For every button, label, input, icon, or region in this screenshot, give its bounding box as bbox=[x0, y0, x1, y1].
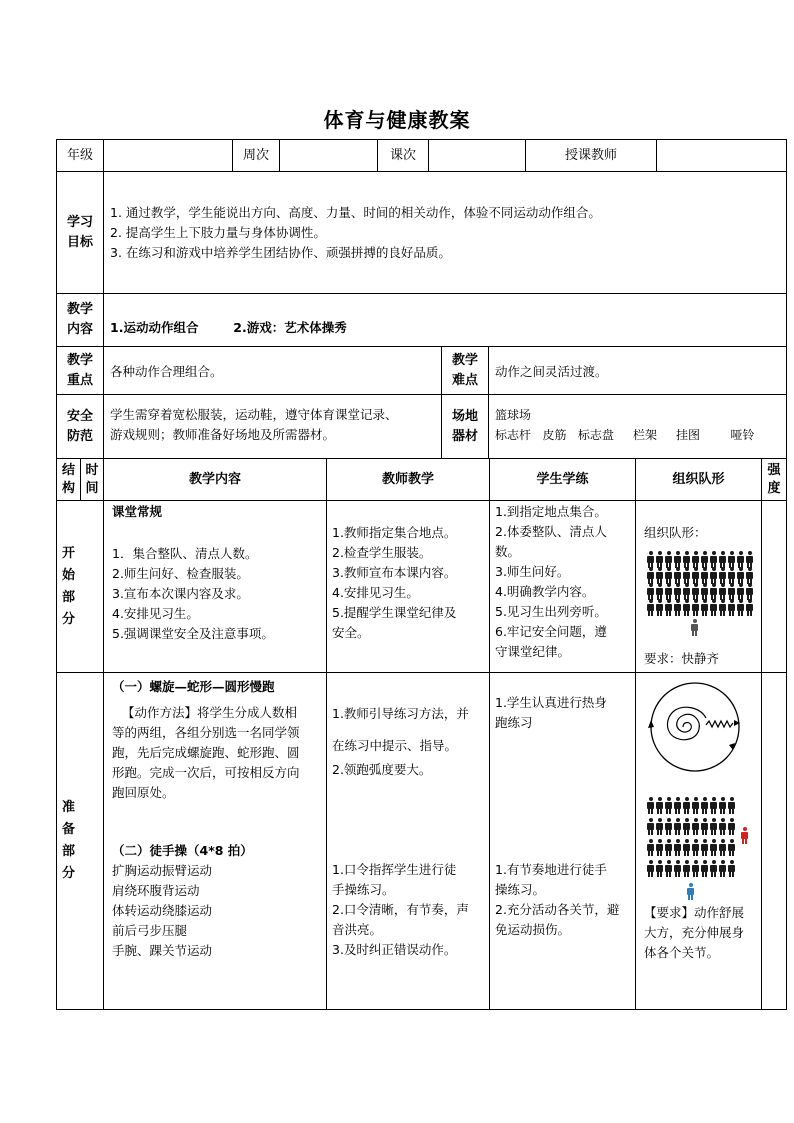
student-figure-icon bbox=[683, 839, 690, 856]
objective-item: 3. 在练习和游戏中培养学生团结协作、顽强拼搏的良好品质。 bbox=[110, 244, 451, 260]
student-figure-icon bbox=[728, 839, 735, 856]
prep-content: （一）螺旋—蛇形—圆形慢跑 【动作方法】将学生分成人数相 等的两组，各组分别选一名同学领 跑，先后完成螺旋跑、蛇形跑、圆 形跑。完成一次后，可按相反方向 跑回原处。 （二）徒手操（4*8 拍） 扩胸运动振臂运动 肩绕环腹背运动 体转运动绕膝运动 前后弓步压腿 手腕、踝关节运动 bbox=[112, 677, 324, 961]
student-figure-icon bbox=[728, 551, 735, 568]
student-figure-icon bbox=[728, 818, 735, 835]
student-figure-icon bbox=[656, 818, 663, 835]
student-figure-icon bbox=[719, 599, 726, 616]
prep-student-part2: 1.有节奏地进行徒手 操练习。 2.充分活动各关节，避 免运动损伤。 bbox=[495, 862, 620, 937]
grade-value[interactable] bbox=[104, 140, 232, 171]
student-figure-icon bbox=[701, 860, 708, 877]
student-figure-icon bbox=[647, 797, 654, 814]
teacher-value[interactable] bbox=[657, 140, 786, 171]
column-organization: 组织队形 bbox=[672, 471, 725, 487]
student-figure-icon bbox=[719, 839, 726, 856]
student-figure-icon bbox=[656, 839, 663, 856]
start-content: 课堂常规 1．集合整队、清点人数。 2.师生问好、检查服装。 3.宣布本次课内容及求。 4.安排见习生。 5.强调课堂安全及注意事项。 bbox=[112, 502, 322, 644]
student-figure-icon bbox=[683, 599, 690, 616]
student-figure-icon bbox=[692, 818, 699, 835]
arrow-icon bbox=[648, 720, 654, 728]
student-figure-icon bbox=[683, 860, 690, 877]
student-figure-icon bbox=[728, 860, 735, 877]
student-figure-icon bbox=[719, 818, 726, 835]
content-label: 教学 内容 bbox=[66, 302, 93, 337]
objective-item: 1. 通过教学，学生能说出方向、高度、力量、时间的相关动作，体验不同运动动作组合。 bbox=[110, 204, 601, 220]
week-label: 周次 bbox=[242, 147, 269, 163]
student-figure-icon bbox=[674, 599, 681, 616]
student-figure-icon bbox=[674, 839, 681, 856]
student-figure-icon bbox=[683, 567, 690, 584]
student-figure-icon bbox=[665, 818, 672, 835]
student-figure-icon bbox=[656, 860, 663, 877]
lesson-label: 课次 bbox=[389, 147, 416, 163]
student-figure-icon bbox=[701, 818, 708, 835]
student-figure-icon bbox=[647, 599, 654, 616]
student-figure-icon bbox=[656, 599, 663, 616]
student-figure-icon bbox=[737, 599, 744, 616]
student-figure-icon bbox=[665, 567, 672, 584]
start-student: 1.到指定地点集合。 2.体委整队、清点人 数。 3.师生问好。 4.明确教学内容。 5.见习生出列旁听。 6.牢记安全问题，遵 守课堂纪律。 bbox=[495, 504, 607, 659]
column-time: 时 间 bbox=[85, 462, 99, 496]
student-figure-icon bbox=[728, 797, 735, 814]
student-figure-icon bbox=[701, 599, 708, 616]
column-student: 学生学练 bbox=[536, 471, 589, 487]
student-figure-icon bbox=[674, 551, 681, 568]
content-text: 1.运动动作组合 2.游戏：艺术体操秀 bbox=[110, 320, 347, 335]
student-figure-icon bbox=[692, 567, 699, 584]
start-content-title: 课堂常规 bbox=[112, 504, 163, 519]
student-figure-icon bbox=[665, 551, 672, 568]
student-figure-icon bbox=[746, 599, 753, 616]
student-figure-icon bbox=[719, 551, 726, 568]
venue-text: 篮球场 标志杆 皮筋 标志盘 栏架 挂图 哑铃 bbox=[495, 408, 755, 442]
circle-run-path bbox=[651, 683, 739, 771]
student-figure-icon bbox=[674, 797, 681, 814]
student-figure-icon bbox=[737, 567, 744, 584]
student-figure-icon bbox=[647, 860, 654, 877]
objectives-label: 学习 目标 bbox=[66, 214, 93, 250]
safety-text: 学生需穿着宽松服装，运动鞋，遵守体育课堂记录、 游戏规则；教师准备好场地及所需器材。 bbox=[110, 407, 398, 442]
student-figure-icon bbox=[656, 797, 663, 814]
start-org-requirement: 要求：快静齐 bbox=[644, 651, 720, 666]
student-figure-icon bbox=[719, 860, 726, 877]
student-figure-icon bbox=[701, 567, 708, 584]
student-figure-icon bbox=[683, 797, 690, 814]
week-value[interactable] bbox=[280, 140, 377, 171]
start-org-title: 组织队形： bbox=[644, 525, 707, 540]
leader-figure-icon bbox=[741, 827, 748, 844]
student-figure-icon bbox=[674, 860, 681, 877]
prep-org-requirement: 【要求】动作舒展 大方，充分伸展身 体各个关节。 bbox=[644, 905, 745, 960]
student-figure-icon bbox=[665, 860, 672, 877]
student-figure-icon bbox=[710, 797, 717, 814]
start-section-label: 开 始 部 分 bbox=[61, 545, 75, 627]
key-points-label: 教学 重点 bbox=[66, 352, 93, 388]
student-figure-icon bbox=[656, 551, 663, 568]
snake-run-path bbox=[706, 721, 733, 727]
safety-label: 安全 防范 bbox=[66, 408, 93, 444]
student-figure-icon bbox=[692, 583, 699, 600]
student-figure-icon bbox=[674, 567, 681, 584]
student-figure-icon bbox=[647, 583, 654, 600]
student-figure-icon bbox=[746, 567, 753, 584]
student-figure-icon bbox=[692, 839, 699, 856]
student-figure-icon bbox=[647, 839, 654, 856]
student-figure-icon bbox=[692, 599, 699, 616]
student-figure-icon bbox=[701, 797, 708, 814]
prep-part2-title: （二）徒手操（4*8 拍） bbox=[112, 843, 253, 858]
student-figure-icon bbox=[674, 583, 681, 600]
prep-teacher-part1: 1.教师引导练习方法，并 在练习中提示、指导。 2.领跑弧度要大。 bbox=[332, 706, 469, 777]
student-figure-icon bbox=[647, 567, 654, 584]
column-teacher: 教师教学 bbox=[381, 471, 434, 487]
column-structure: 结 构 bbox=[61, 462, 75, 496]
teacher-figure-icon bbox=[691, 619, 698, 636]
start-teacher: 1.教师指定集合地点。 2.检查学生服装。 3.教师宣布本课内容。 4.安排见习生。 5.提醒学生课堂纪律及 安全。 bbox=[332, 525, 457, 640]
student-figure-icon bbox=[692, 797, 699, 814]
student-figure-icon bbox=[710, 839, 717, 856]
student-figure-icon bbox=[656, 583, 663, 600]
objective-item: 2. 提高学生上下肢力量与身体协调性。 bbox=[110, 224, 326, 240]
column-teaching-content: 教学内容 bbox=[188, 471, 241, 487]
formation-diagram bbox=[647, 551, 757, 641]
student-figure-icon bbox=[737, 583, 744, 600]
student-figure-icon bbox=[746, 583, 753, 600]
student-figure-icon bbox=[665, 797, 672, 814]
student-figure-icon bbox=[665, 599, 672, 616]
student-figure-icon bbox=[728, 567, 735, 584]
prep-part1-title: （一）螺旋—蛇形—圆形慢跑 bbox=[112, 679, 275, 694]
student-figure-icon bbox=[710, 551, 717, 568]
prep-teacher-part2: 1.口令指挥学生进行徒 手操练习。 2.口令清晰，有节奏，声 音洪亮。 3.及时纠正错误动作。 bbox=[332, 862, 469, 957]
student-figure-icon bbox=[701, 839, 708, 856]
difficulty-text: 动作之间灵活过渡。 bbox=[495, 364, 608, 379]
student-figure-icon bbox=[719, 567, 726, 584]
student-figure-icon bbox=[647, 551, 654, 568]
student-figure-icon bbox=[737, 551, 744, 568]
venue-label: 场地 器材 bbox=[451, 408, 478, 444]
student-figure-icon bbox=[683, 551, 690, 568]
student-figure-icon bbox=[746, 551, 753, 568]
teacher-figure-icon bbox=[687, 883, 694, 900]
spiral-run-diagram bbox=[643, 680, 748, 775]
student-figure-icon bbox=[710, 818, 717, 835]
student-figure-icon bbox=[728, 599, 735, 616]
student-figure-icon bbox=[701, 551, 708, 568]
spiral-run-path bbox=[667, 707, 706, 739]
student-figure-icon bbox=[683, 818, 690, 835]
prep-student-part1: 1.学生认真进行热身 跑练习 bbox=[495, 695, 607, 730]
student-figure-icon bbox=[674, 818, 681, 835]
student-figure-icon bbox=[719, 797, 726, 814]
teacher-label: 授课教师 bbox=[564, 147, 617, 163]
student-figure-icon bbox=[701, 583, 708, 600]
student-figure-icon bbox=[647, 818, 654, 835]
student-figure-icon bbox=[710, 567, 717, 584]
student-figure-icon bbox=[692, 860, 699, 877]
warmup-formation-diagram bbox=[647, 797, 757, 902]
student-figure-icon bbox=[656, 567, 663, 584]
prep-section-label: 准 备 部 分 bbox=[61, 800, 75, 881]
student-figure-icon bbox=[710, 599, 717, 616]
student-figure-icon bbox=[710, 583, 717, 600]
student-figure-icon bbox=[665, 583, 672, 600]
grade-label: 年级 bbox=[66, 147, 93, 163]
student-figure-icon bbox=[683, 583, 690, 600]
student-figure-icon bbox=[728, 583, 735, 600]
objectives-list bbox=[110, 172, 782, 293]
student-figure-icon bbox=[692, 551, 699, 568]
lesson-value[interactable] bbox=[429, 140, 525, 171]
column-intensity: 强 度 bbox=[767, 462, 781, 496]
difficulty-label: 教学 难点 bbox=[451, 352, 478, 388]
student-figure-icon bbox=[665, 839, 672, 856]
key-points-text: 各种动作合理组合。 bbox=[110, 364, 223, 379]
student-figure-icon bbox=[710, 860, 717, 877]
page-title: 体育与健康教案 bbox=[323, 108, 471, 132]
student-figure-icon bbox=[719, 583, 726, 600]
